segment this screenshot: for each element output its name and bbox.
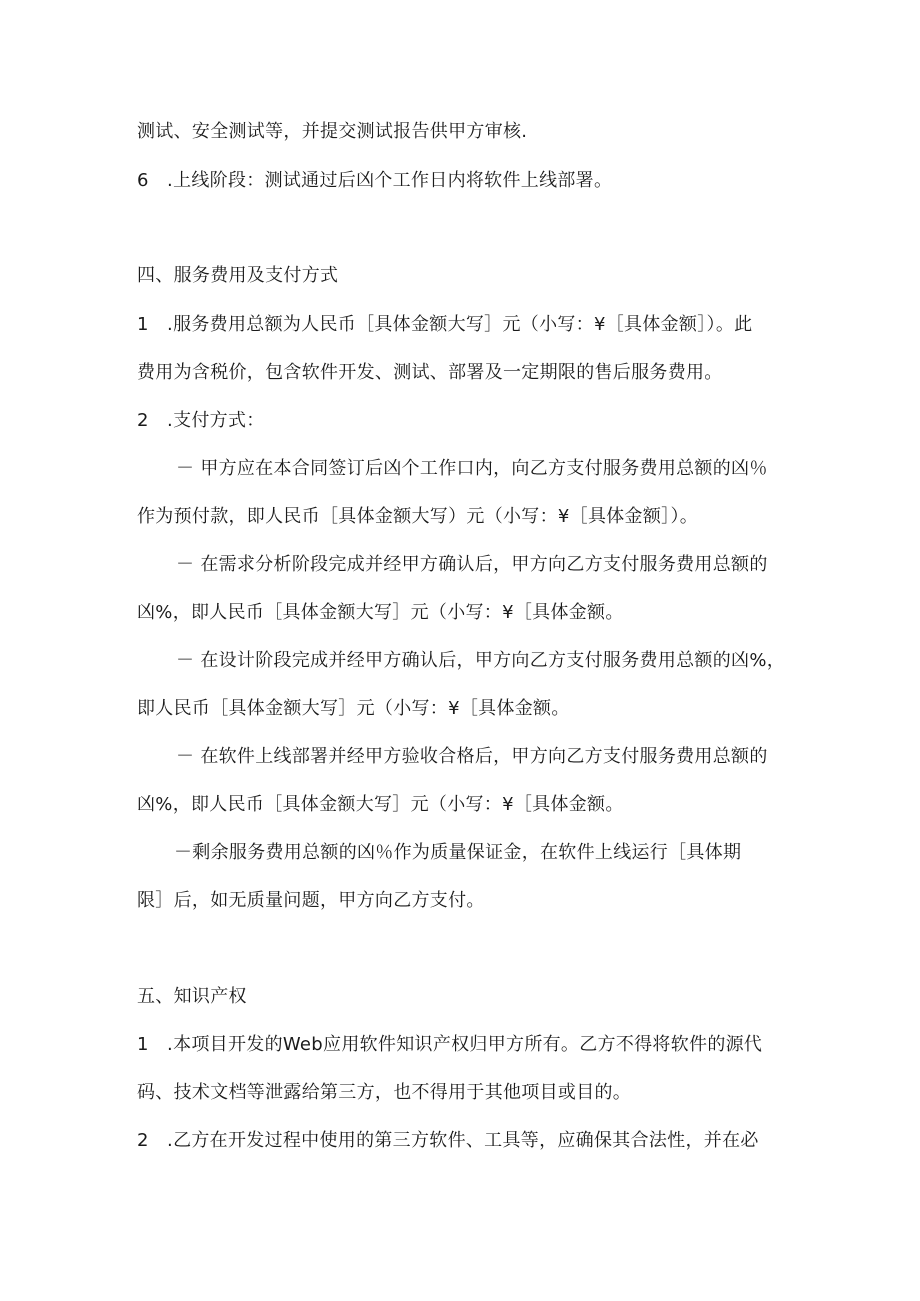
- text-line: 1 .服务费用总额为人民币［具体金额大写］元（小写：¥［具体金额］）。此: [137, 314, 753, 335]
- text-line: 2 .乙方在开发过程中使用的第三方软件、工具等，应确保其合法性，并在必: [137, 1130, 759, 1151]
- text-line: 测试、安全测试等，并提交测试报告供甲方审核.: [137, 121, 528, 142]
- text-line: 限］后，如无质量问题，甲方向乙方支付。: [137, 890, 485, 911]
- text-line: 凶%，即人民币［具体金额大写］元（小写：¥［具体金额。: [137, 794, 624, 815]
- text-line: － 在软件上线部署并经甲方验收合格后，甲方向乙方支付服务费用总额的: [176, 746, 768, 767]
- section-heading: 五、知识产权: [137, 986, 247, 1007]
- section-heading: 四、服务费用及支付方式: [137, 265, 339, 286]
- text-line: 2 .支付方式：: [137, 410, 265, 431]
- text-line: 费用为含税价，包含软件开发、测试、部署及一定期限的售后服务费用。: [137, 362, 723, 383]
- text-line: － 在设计阶段完成并经甲方确认后，甲方向乙方支付服务费用总额的凶%，: [176, 650, 786, 671]
- text-line: 即人民币［具体金额大写］元（小写：¥［具体金额。: [137, 698, 570, 719]
- text-line: 码、技术文档等泄露给第三方，也不得用于其他项目或目的。: [137, 1082, 632, 1103]
- text-line: －剩余服务费用总额的凶％作为质量保证金，在软件上线运行［具体期: [174, 842, 742, 863]
- text-line: 作为预付款，即人民币［具体金额大写）元（小写：¥［具体金额］）。: [137, 506, 699, 527]
- text-line: － 在需求分析阶段完成并经甲方确认后，甲方向乙方支付服务费用总额的: [176, 554, 768, 575]
- text-line: － 甲方应在本合同签订后凶个工作口内，向乙方支付服务费用总额的凶％: [176, 458, 768, 479]
- text-line: 凶%，即人民币［具体金额大写］元（小写：¥［具体金额。: [137, 602, 624, 623]
- text-line: 1 .本项目开发的Web应用软件知识产权归甲方所有。乙方不得将软件的源代: [137, 1034, 763, 1055]
- text-line: 6 .上线阶段：测试通过后凶个工作日内将软件上线部署。: [137, 170, 613, 191]
